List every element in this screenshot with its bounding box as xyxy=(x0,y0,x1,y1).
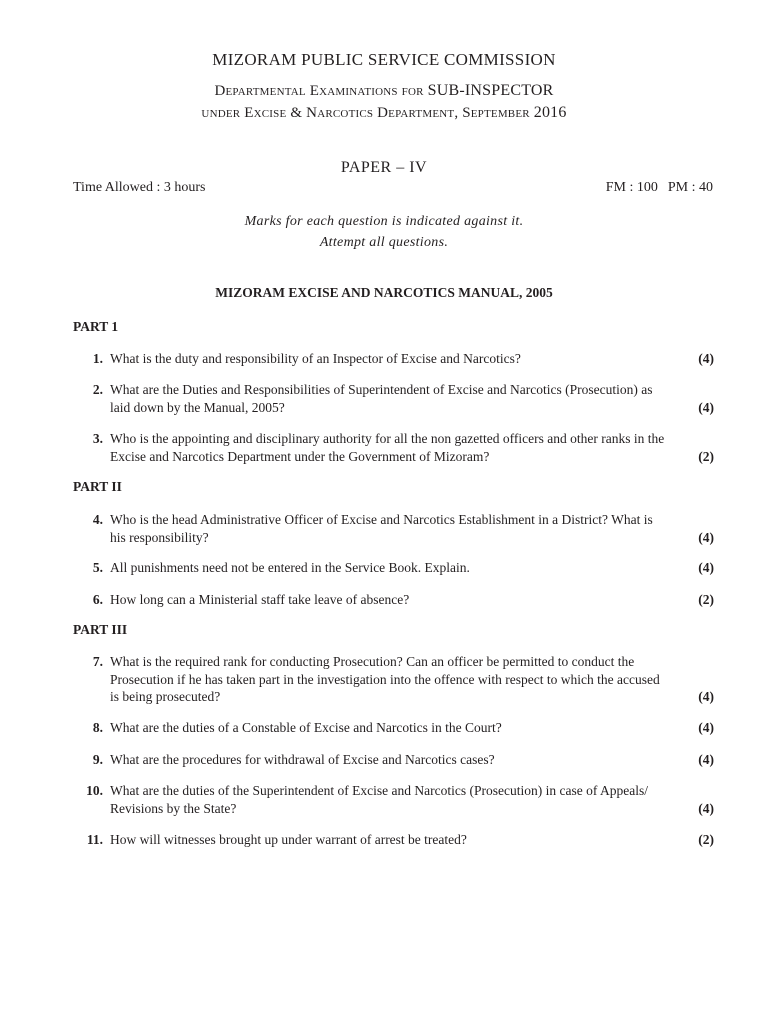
question-marks: (4) xyxy=(698,752,714,767)
question-number: 7. xyxy=(92,654,103,669)
question-text: All punishments need not be entered in the Service Book. Explain. xyxy=(110,560,470,575)
question-number: 4. xyxy=(92,512,103,527)
part-3-heading: PART III xyxy=(73,622,128,637)
question-text: What are the procedures for withdrawal of Excise and Narcotics cases? xyxy=(110,752,495,767)
question-number: 8. xyxy=(92,720,103,735)
question-number: 5. xyxy=(92,560,103,575)
exam-title-line-2 xyxy=(0,104,768,122)
exam-title-line-2-a: under Excise & Narcotics Department, September xyxy=(201,105,530,121)
question-number: 2. xyxy=(92,382,103,397)
time-allowed: Time Allowed : 3 hours xyxy=(73,180,206,195)
question-text: How will witnesses brought up under warrant of arrest be treated? xyxy=(110,832,467,847)
question-marks: (2) xyxy=(698,592,714,607)
question-text-line-2: laid down by the Manual, 2005? xyxy=(110,399,285,415)
question-text: What is the duty and responsibility of an Inspector of Excise and Narcotics? xyxy=(110,351,521,366)
part-1-heading: PART 1 xyxy=(73,319,119,334)
question-marks: (2) xyxy=(698,448,714,464)
exam-title-line-1-a: Departmental Examinations for xyxy=(214,83,424,99)
question-text-line-1: Who is the appointing and disciplinary authority for all the non gazetted officers and other ranks in the xyxy=(110,431,665,446)
question-marks: (4) xyxy=(698,399,714,415)
question-text: What are the duties of a Constable of Excise and Narcotics in the Court? xyxy=(110,720,502,735)
paper-number: PAPER – IV xyxy=(340,159,428,176)
exam-title-line-1 xyxy=(0,82,768,100)
question-text-line-1: What is the required rank for conducting Prosecution? Can an officer be permitted to conduct the xyxy=(110,654,635,669)
question-number: 1. xyxy=(92,351,103,366)
pass-marks: PM : 40 xyxy=(667,180,713,195)
question-text-line-2: Excise and Narcotics Department under the Government of Mizoram? xyxy=(110,448,490,464)
question-number: 10. xyxy=(86,783,103,798)
question-marks: (4) xyxy=(698,800,714,816)
question-number: 3. xyxy=(92,431,103,446)
question-number: 9. xyxy=(92,752,103,767)
question-text-line-1: Who is the head Administrative Officer of Excise and Narcotics Establishment in a District? What is xyxy=(110,512,653,527)
question-number: 11. xyxy=(86,832,103,847)
question-marks: (4) xyxy=(698,689,714,704)
question-text-line-2: his responsibility? xyxy=(110,529,209,545)
question-text-line-2: Prosecution if he has taken part in the investigation into the offence with respect to which the accused xyxy=(110,671,660,687)
exam-post-name: SUB-INSPECTOR xyxy=(427,82,554,99)
question-marks: (4) xyxy=(698,529,714,545)
question-marks: (4) xyxy=(698,720,714,735)
question-text-line-3: is being prosecuted? xyxy=(110,689,221,704)
instruction-attempt: Attempt all questions. xyxy=(319,235,449,250)
question-text: How long can a Ministerial staff take leave of absence? xyxy=(110,592,410,607)
question-marks: (4) xyxy=(698,351,714,366)
marks-summary xyxy=(606,180,713,196)
question-text-line-2: Revisions by the State? xyxy=(110,800,237,816)
exam-year: 2016 xyxy=(533,104,567,121)
part-2-heading: PART II xyxy=(73,479,122,494)
commission-title: MIZORAM PUBLIC SERVICE COMMISSION xyxy=(212,50,556,69)
question-text-line-1: What are the Duties and Responsibilities of Superintendent of Excise and Narcotics (Prosecution) as xyxy=(110,382,653,397)
question-number: 6. xyxy=(92,592,103,607)
manual-title: MIZORAM EXCISE AND NARCOTICS MANUAL, 2005 xyxy=(215,285,553,300)
full-marks: FM : 100 xyxy=(605,180,658,195)
question-text-line-1: What are the duties of the Superintendent of Excise and Narcotics (Prosecution) in case of Appeals/ xyxy=(110,783,648,798)
question-marks: (4) xyxy=(698,560,714,575)
question-marks: (2) xyxy=(698,832,714,847)
instruction-marks: Marks for each question is indicated against it. xyxy=(244,214,524,229)
